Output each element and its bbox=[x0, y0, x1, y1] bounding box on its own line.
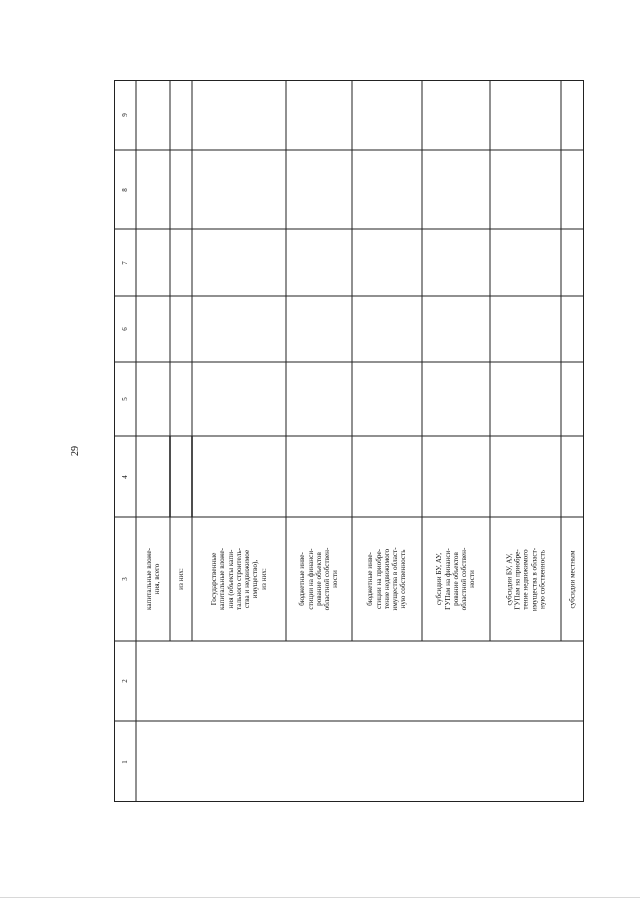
row-label: субсидии БУ, АУ, ГУПам на финанси- рование объектов областной собствен- ности bbox=[435, 547, 477, 611]
table-grid bbox=[114, 80, 584, 802]
column-header: 6 bbox=[121, 327, 129, 331]
page-number: 29 bbox=[70, 446, 81, 456]
column-header: 7 bbox=[121, 260, 129, 265]
column-header: 2 bbox=[121, 679, 129, 683]
scan-edge-line bbox=[0, 897, 640, 898]
column-header: 9 bbox=[121, 113, 129, 117]
column-header: 8 bbox=[121, 187, 129, 192]
column-header: 5 bbox=[121, 397, 129, 401]
row-label: бюджетные инве- стиции на финанси- рование объектов областной собствен- ности bbox=[298, 547, 340, 611]
column-header: 1 bbox=[121, 759, 129, 764]
row-label: из них: bbox=[176, 568, 185, 590]
column-header: 4 bbox=[121, 474, 129, 479]
row-label: капитальные вложе- ния, всего bbox=[144, 548, 161, 610]
row-label: субсидии БУ, АУ, ГУПам на приобре- тение недвижимого имущества в област- ную собственность bbox=[504, 547, 546, 611]
row-label: бюджетные инве- стиции на приобре- тение недвижимого имущества в област- ную собственность bbox=[366, 547, 408, 611]
data-table bbox=[114, 80, 584, 802]
row-label: субсидии местным bbox=[568, 550, 577, 608]
column-header: 3 bbox=[121, 577, 129, 581]
row-label: Государственные капитальные вложе- ния (объекты капи- тального строитель- ства и недвижимое имущество), из них: bbox=[210, 548, 268, 610]
